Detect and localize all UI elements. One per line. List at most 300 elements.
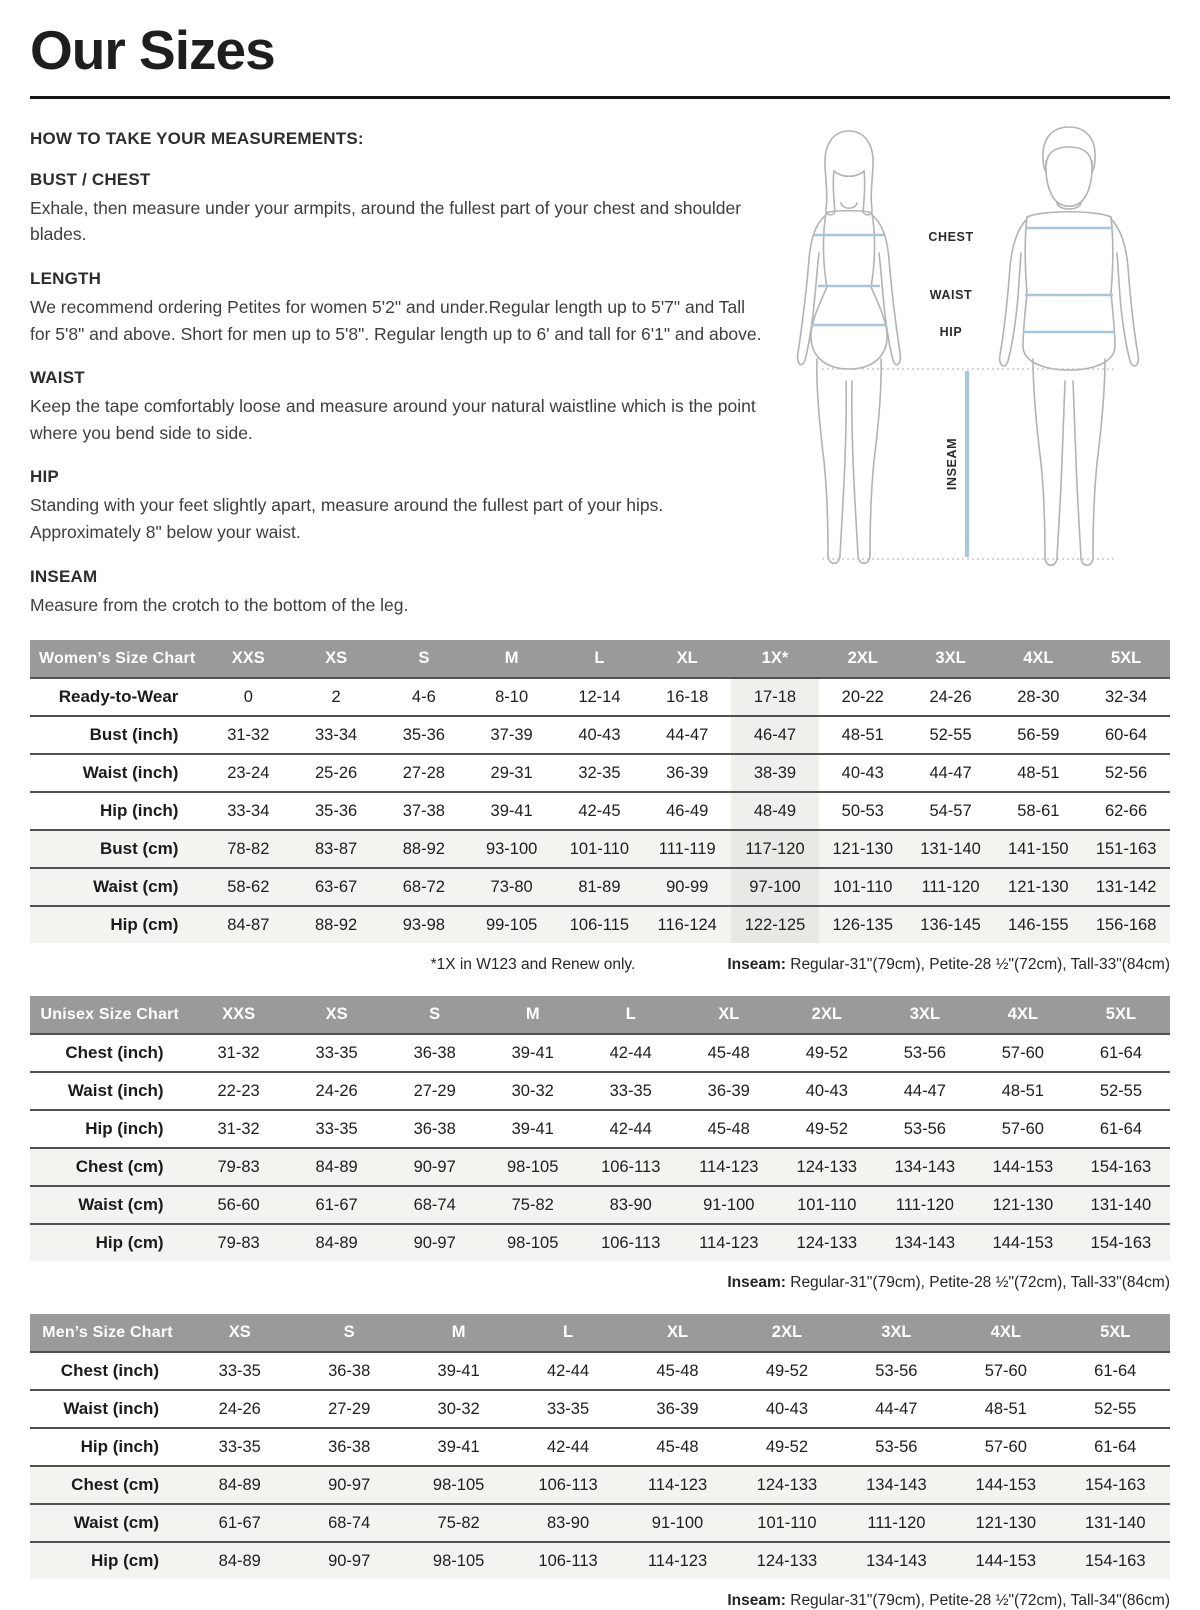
size-cell: 33-35 (185, 1428, 294, 1466)
table-row (30, 1148, 1170, 1186)
column-header: L (556, 640, 644, 678)
column-header: XS (288, 996, 386, 1034)
size-cell: 40-43 (732, 1390, 841, 1428)
row-label: Chest (cm) (30, 1148, 190, 1186)
top-area (30, 123, 1170, 618)
measurement-instructions (30, 123, 766, 618)
size-cell: 99-105 (468, 906, 556, 943)
size-cell: 33-34 (204, 792, 292, 830)
size-cell: 79-83 (190, 1148, 288, 1186)
size-cell: 78-82 (204, 830, 292, 868)
size-cell: 106-113 (582, 1148, 680, 1186)
row-label: Waist (inch) (30, 754, 204, 792)
size-cell: 35-36 (380, 716, 468, 754)
size-cell: 33-35 (185, 1352, 294, 1390)
size-cell: 97-100 (731, 868, 819, 906)
size-cell: 33-35 (288, 1110, 386, 1148)
column-header: XL (623, 1314, 732, 1352)
size-cell: 88-92 (380, 830, 468, 868)
size-cell: 134-143 (842, 1466, 951, 1504)
column-header: XXS (204, 640, 292, 678)
table-row (30, 1542, 1170, 1579)
size-cell: 56-59 (994, 716, 1082, 754)
unisex-inseam-note: Inseam: Regular-31"(79cm), Petite-28 ½"(72cm), Tall-33"(84cm) (727, 1274, 1170, 1292)
row-label: Hip (cm) (30, 1542, 185, 1579)
unisex-size-chart-section (30, 996, 1170, 1292)
size-cell: 36-39 (623, 1390, 732, 1428)
size-cell: 91-100 (680, 1186, 778, 1224)
size-cell: 111-120 (907, 868, 995, 906)
column-header: S (386, 996, 484, 1034)
mens-inseam-note: Inseam: Regular-31"(79cm), Petite-28 ½"(72cm), Tall-34"(86cm) (727, 1592, 1170, 1610)
size-cell: 121-130 (819, 830, 907, 868)
column-header: 3XL (876, 996, 974, 1034)
size-cell: 24-26 (185, 1390, 294, 1428)
column-header: 2XL (819, 640, 907, 678)
unisex-size-chart-table (30, 996, 1170, 1261)
size-cell: 31-32 (190, 1110, 288, 1148)
size-cell: 40-43 (556, 716, 644, 754)
womens-size-chart-section (30, 640, 1170, 974)
size-cell: 36-39 (643, 754, 731, 792)
page-title: Our Sizes (30, 19, 275, 81)
size-cell: 124-133 (778, 1148, 876, 1186)
column-header: 3XL (907, 640, 995, 678)
size-cell: 61-64 (1061, 1352, 1170, 1390)
column-header: 2XL (732, 1314, 841, 1352)
size-cell: 154-163 (1072, 1148, 1170, 1186)
size-cell: 134-143 (876, 1224, 974, 1261)
size-cell: 36-38 (386, 1110, 484, 1148)
size-cell: 58-61 (994, 792, 1082, 830)
size-cell: 33-35 (582, 1072, 680, 1110)
column-header: S (380, 640, 468, 678)
size-cell: 12-14 (556, 678, 644, 716)
table-row (30, 1466, 1170, 1504)
table-title: Unisex Size Chart (30, 996, 190, 1034)
size-cell: 22-23 (190, 1072, 288, 1110)
size-cell: 90-97 (386, 1148, 484, 1186)
row-label: Waist (cm) (30, 1186, 190, 1224)
size-cell: 52-55 (1072, 1072, 1170, 1110)
size-cell: 84-89 (288, 1148, 386, 1186)
column-header: 4XL (951, 1314, 1060, 1352)
size-cell: 84-87 (204, 906, 292, 943)
size-cell: 84-89 (185, 1542, 294, 1579)
size-cell: 88-92 (292, 906, 380, 943)
size-cell: 36-39 (680, 1072, 778, 1110)
size-cell: 37-38 (380, 792, 468, 830)
size-cell: 57-60 (974, 1110, 1072, 1148)
size-cell: 37-39 (468, 716, 556, 754)
column-header: 1X* (731, 640, 819, 678)
table-row (30, 1110, 1170, 1148)
size-cell: 53-56 (876, 1034, 974, 1072)
row-label: Hip (inch) (30, 792, 204, 830)
size-cell: 124-133 (732, 1466, 841, 1504)
row-label: Hip (cm) (30, 1224, 190, 1261)
column-header: XXS (190, 996, 288, 1034)
size-table-header-row (30, 640, 1170, 678)
size-cell: 75-82 (404, 1504, 513, 1542)
size-cell: 106-113 (513, 1542, 622, 1579)
male-figure-outline (1000, 127, 1139, 565)
size-cell: 121-130 (994, 868, 1082, 906)
column-header: XS (292, 640, 380, 678)
size-cell: 91-100 (623, 1504, 732, 1542)
size-cell: 114-123 (623, 1542, 732, 1579)
size-cell: 114-123 (680, 1148, 778, 1186)
table-row (30, 1504, 1170, 1542)
size-cell: 60-64 (1082, 716, 1170, 754)
section-body-bust-chest: Exhale, then measure under your armpits, around the fullest part of your chest and shoulder blades. (30, 197, 742, 245)
size-cell: 39-41 (484, 1110, 582, 1148)
column-header: XL (643, 640, 731, 678)
size-cell: 61-67 (288, 1186, 386, 1224)
size-cell: 131-142 (1082, 868, 1170, 906)
size-cell: 136-145 (907, 906, 995, 943)
size-cell: 44-47 (842, 1390, 951, 1428)
size-cell: 48-51 (951, 1390, 1060, 1428)
measurement-diagram (778, 119, 1170, 594)
size-cell: 144-153 (951, 1542, 1060, 1579)
size-cell: 68-72 (380, 868, 468, 906)
size-cell: 49-52 (778, 1110, 876, 1148)
size-cell: 154-163 (1072, 1224, 1170, 1261)
size-cell: 4-6 (380, 678, 468, 716)
size-cell: 49-52 (778, 1034, 876, 1072)
size-cell: 24-26 (907, 678, 995, 716)
section-body-hip: Standing with your feet slightly apart, measure around the fullest part of your hips. Approximately 8" below your waist. (30, 495, 664, 542)
size-cell: 52-56 (1082, 754, 1170, 792)
row-label: Ready-to-Wear (30, 678, 204, 716)
column-header: XS (185, 1314, 294, 1352)
size-cell: 45-48 (680, 1034, 778, 1072)
size-cell: 0 (204, 678, 292, 716)
table-row (30, 830, 1170, 868)
section-heading-hip: HIP (30, 467, 59, 487)
section-heading-waist: WAIST (30, 368, 85, 388)
table-row (30, 868, 1170, 906)
size-cell: 16-18 (643, 678, 731, 716)
table-title: Women’s Size Chart (30, 640, 204, 678)
table-row (30, 906, 1170, 943)
size-cell: 121-130 (951, 1504, 1060, 1542)
size-cell: 58-62 (204, 868, 292, 906)
row-label: Hip (inch) (30, 1110, 190, 1148)
size-cell: 23-24 (204, 754, 292, 792)
size-cell: 61-67 (185, 1504, 294, 1542)
size-cell: 73-80 (468, 868, 556, 906)
size-cell: 31-32 (204, 716, 292, 754)
size-cell: 144-153 (974, 1224, 1072, 1261)
size-cell: 79-83 (190, 1224, 288, 1261)
table-row (30, 1224, 1170, 1261)
size-cell: 25-26 (292, 754, 380, 792)
title-divider (30, 96, 1170, 99)
section-body-length: We recommend ordering Petites for women 5'2" and under.Regular length up to 5'7" and Tall for 5'8" and above. Short for men up to 5'8". Regular length up to 6' and tall for 6'1" and above. (30, 296, 762, 344)
size-cell: 63-67 (292, 868, 380, 906)
size-cell: 131-140 (907, 830, 995, 868)
size-cell: 83-90 (582, 1186, 680, 1224)
row-label: Bust (inch) (30, 716, 204, 754)
size-cell: 29-31 (468, 754, 556, 792)
size-cell: 36-38 (294, 1352, 403, 1390)
size-cell: 38-39 (731, 754, 819, 792)
size-cell: 75-82 (484, 1186, 582, 1224)
size-cell: 154-163 (1061, 1542, 1170, 1579)
size-cell: 40-43 (819, 754, 907, 792)
column-header: M (468, 640, 556, 678)
size-cell: 53-56 (842, 1428, 951, 1466)
size-cell: 83-90 (513, 1504, 622, 1542)
table-row (30, 1034, 1170, 1072)
size-cell: 101-110 (778, 1186, 876, 1224)
inseam-reference (822, 369, 1114, 559)
size-cell: 52-55 (1061, 1390, 1170, 1428)
unisex-table-notes (30, 1274, 1170, 1292)
size-cell: 134-143 (876, 1148, 974, 1186)
size-cell: 39-41 (468, 792, 556, 830)
size-cell: 17-18 (731, 678, 819, 716)
size-cell: 114-123 (623, 1466, 732, 1504)
row-label: Waist (cm) (30, 1504, 185, 1542)
size-cell: 31-32 (190, 1034, 288, 1072)
row-label: Hip (cm) (30, 906, 204, 943)
womens-table-notes (30, 956, 1170, 974)
size-cell: 30-32 (404, 1390, 513, 1428)
size-cell: 49-52 (732, 1428, 841, 1466)
size-cell: 90-99 (643, 868, 731, 906)
inseam-label: INSEAM (945, 437, 959, 490)
size-cell: 57-60 (951, 1352, 1060, 1390)
mens-table-notes (30, 1592, 1170, 1610)
column-header: L (582, 996, 680, 1034)
section-body-inseam: Measure from the crotch to the bottom of the leg. (30, 594, 409, 615)
size-cell: 68-74 (294, 1504, 403, 1542)
size-cell: 62-66 (1082, 792, 1170, 830)
row-label: Waist (inch) (30, 1390, 185, 1428)
size-cell: 93-98 (380, 906, 468, 943)
size-cell: 131-140 (1061, 1504, 1170, 1542)
size-cell: 90-97 (386, 1224, 484, 1261)
size-cell: 53-56 (876, 1110, 974, 1148)
size-table-header-row (30, 1314, 1170, 1352)
size-cell: 101-110 (732, 1504, 841, 1542)
size-cell: 93-100 (468, 830, 556, 868)
mens-size-chart-section (30, 1314, 1170, 1610)
size-cell: 126-135 (819, 906, 907, 943)
section-body-waist: Keep the tape comfortably loose and measure around your natural waistline which is the point where you bend side to side. (30, 396, 756, 443)
table-row (30, 1390, 1170, 1428)
chest-label: CHEST (928, 229, 974, 244)
size-cell: 32-34 (1082, 678, 1170, 716)
size-cell: 49-52 (732, 1352, 841, 1390)
size-cell: 48-51 (819, 716, 907, 754)
size-cell: 68-74 (386, 1186, 484, 1224)
table-row (30, 1352, 1170, 1390)
size-cell: 48-51 (974, 1072, 1072, 1110)
size-cell: 48-51 (994, 754, 1082, 792)
column-header: XL (680, 996, 778, 1034)
size-cell: 98-105 (484, 1148, 582, 1186)
size-cell: 57-60 (951, 1428, 1060, 1466)
size-cell: 124-133 (732, 1542, 841, 1579)
size-cell: 8-10 (468, 678, 556, 716)
row-label: Hip (inch) (30, 1428, 185, 1466)
section-heading-bust-chest: BUST / CHEST (30, 169, 151, 189)
size-cell: 53-56 (842, 1352, 951, 1390)
waist-label: WAIST (929, 287, 973, 302)
size-cell: 111-120 (842, 1504, 951, 1542)
size-cell: 122-125 (731, 906, 819, 943)
size-cell: 83-87 (292, 830, 380, 868)
size-cell: 81-89 (556, 868, 644, 906)
size-cell: 44-47 (643, 716, 731, 754)
hip-label: HIP (939, 324, 963, 339)
size-cell: 121-130 (974, 1186, 1072, 1224)
size-cell: 101-110 (819, 868, 907, 906)
size-cell: 98-105 (404, 1542, 513, 1579)
size-cell: 48-49 (731, 792, 819, 830)
size-cell: 45-48 (623, 1428, 732, 1466)
size-cell: 146-155 (994, 906, 1082, 943)
row-label: Bust (cm) (30, 830, 204, 868)
size-cell: 117-120 (731, 830, 819, 868)
size-cell: 98-105 (484, 1224, 582, 1261)
female-figure-outline (798, 131, 901, 563)
how-to-heading: HOW TO TAKE YOUR MEASUREMENTS: (30, 128, 364, 148)
size-cell: 141-150 (994, 830, 1082, 868)
size-cell: 42-44 (582, 1034, 680, 1072)
size-cell: 106-113 (513, 1466, 622, 1504)
column-header: S (294, 1314, 403, 1352)
column-header: 4XL (994, 640, 1082, 678)
size-cell: 36-38 (294, 1428, 403, 1466)
size-cell: 144-153 (974, 1148, 1072, 1186)
column-header: 4XL (974, 996, 1072, 1034)
column-header: L (513, 1314, 622, 1352)
table-row (30, 754, 1170, 792)
size-cell: 101-110 (556, 830, 644, 868)
section-heading-length: LENGTH (30, 268, 102, 288)
row-label: Waist (cm) (30, 868, 204, 906)
size-cell: 42-44 (513, 1352, 622, 1390)
size-cell: 28-30 (994, 678, 1082, 716)
size-cell: 90-97 (294, 1542, 403, 1579)
size-cell: 57-60 (974, 1034, 1072, 1072)
size-cell: 32-35 (556, 754, 644, 792)
table-row (30, 678, 1170, 716)
size-cell: 106-113 (582, 1224, 680, 1261)
size-cell: 84-89 (185, 1466, 294, 1504)
size-cell: 46-49 (643, 792, 731, 830)
size-cell: 61-64 (1072, 1110, 1170, 1148)
column-header: 3XL (842, 1314, 951, 1352)
size-cell: 144-153 (951, 1466, 1060, 1504)
size-cell: 46-47 (731, 716, 819, 754)
womens-footnote: *1X in W123 and Renew only. (430, 956, 636, 974)
mens-size-chart-table (30, 1314, 1170, 1579)
size-cell: 33-35 (513, 1390, 622, 1428)
size-cell: 111-120 (876, 1186, 974, 1224)
size-cell: 27-29 (386, 1072, 484, 1110)
size-cell: 98-105 (404, 1466, 513, 1504)
size-cell: 154-163 (1061, 1466, 1170, 1504)
table-row (30, 1428, 1170, 1466)
column-header: M (484, 996, 582, 1034)
size-cell: 42-45 (556, 792, 644, 830)
size-cell: 45-48 (623, 1352, 732, 1390)
size-cell: 50-53 (819, 792, 907, 830)
size-cell: 134-143 (842, 1542, 951, 1579)
size-cell: 56-60 (190, 1186, 288, 1224)
size-cell: 42-44 (582, 1110, 680, 1148)
table-row (30, 792, 1170, 830)
body-measurement-illustration (778, 119, 1170, 589)
column-header: 5XL (1061, 1314, 1170, 1352)
size-cell: 39-41 (404, 1428, 513, 1466)
womens-size-chart-table (30, 640, 1170, 943)
table-row (30, 716, 1170, 754)
size-cell: 45-48 (680, 1110, 778, 1148)
row-label: Chest (inch) (30, 1352, 185, 1390)
column-header: 5XL (1082, 640, 1170, 678)
table-row (30, 1186, 1170, 1224)
size-cell: 39-41 (404, 1352, 513, 1390)
size-cell: 131-140 (1072, 1186, 1170, 1224)
size-cell: 44-47 (907, 754, 995, 792)
column-header: 5XL (1072, 996, 1170, 1034)
size-cell: 106-115 (556, 906, 644, 943)
size-cell: 61-64 (1072, 1034, 1170, 1072)
size-cell: 27-28 (380, 754, 468, 792)
size-cell: 33-35 (288, 1034, 386, 1072)
size-cell: 44-47 (876, 1072, 974, 1110)
size-cell: 35-36 (292, 792, 380, 830)
size-cell: 24-26 (288, 1072, 386, 1110)
row-label: Chest (cm) (30, 1466, 185, 1504)
size-cell: 151-163 (1082, 830, 1170, 868)
size-cell: 52-55 (907, 716, 995, 754)
size-cell: 116-124 (643, 906, 731, 943)
section-heading-inseam: INSEAM (30, 566, 98, 586)
column-header: M (404, 1314, 513, 1352)
size-cell: 30-32 (484, 1072, 582, 1110)
size-cell: 61-64 (1061, 1428, 1170, 1466)
size-cell: 54-57 (907, 792, 995, 830)
size-cell: 40-43 (778, 1072, 876, 1110)
womens-inseam-note: Inseam: Regular-31"(79cm), Petite-28 ½"(72cm), Tall-33"(84cm) (727, 956, 1170, 974)
size-cell: 42-44 (513, 1428, 622, 1466)
size-cell: 27-29 (294, 1390, 403, 1428)
size-cell: 36-38 (386, 1034, 484, 1072)
size-table-header-row (30, 996, 1170, 1034)
table-row (30, 1072, 1170, 1110)
table-title: Men’s Size Chart (30, 1314, 185, 1352)
size-cell: 124-133 (778, 1224, 876, 1261)
column-header: 2XL (778, 996, 876, 1034)
size-cell: 84-89 (288, 1224, 386, 1261)
size-cell: 114-123 (680, 1224, 778, 1261)
size-cell: 90-97 (294, 1466, 403, 1504)
size-cell: 111-119 (643, 830, 731, 868)
row-label: Waist (inch) (30, 1072, 190, 1110)
size-cell: 2 (292, 678, 380, 716)
size-cell: 33-34 (292, 716, 380, 754)
size-cell: 156-168 (1082, 906, 1170, 943)
row-label: Chest (inch) (30, 1034, 190, 1072)
